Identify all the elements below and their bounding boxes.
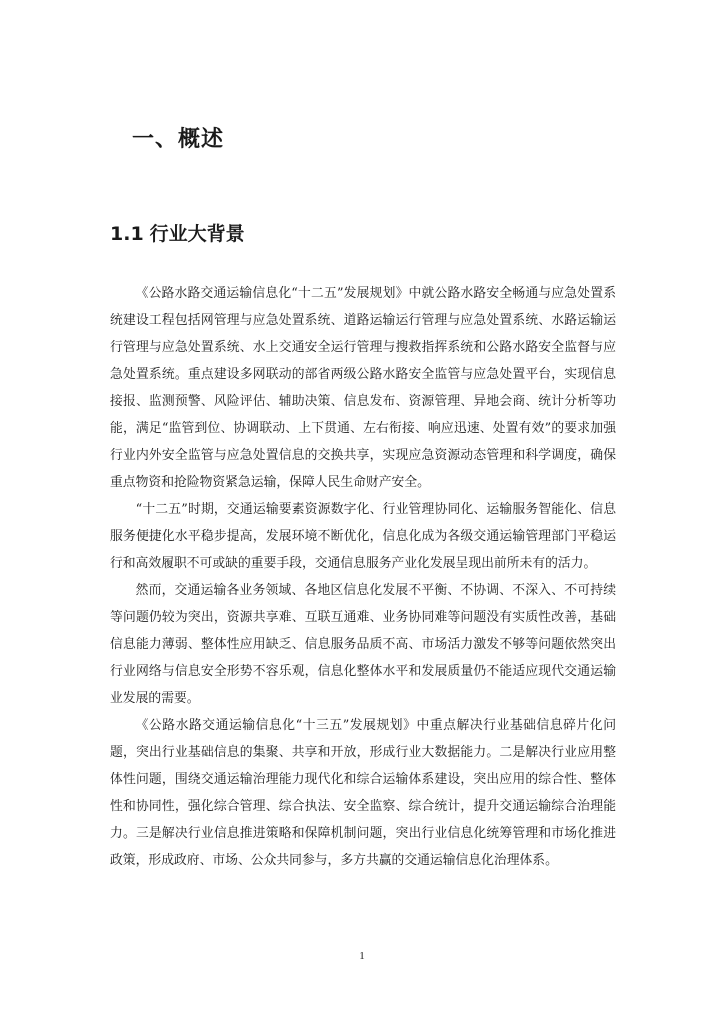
subsection-number: 1.1 bbox=[110, 223, 144, 245]
subsection-title: 行业大背景 bbox=[149, 223, 245, 245]
page-number: 1 bbox=[359, 950, 365, 962]
paragraph: 《公路水路交通运输信息化“十二五”发展规划》中就公路水路安全畅通与应急处置系统建设工程包括网管理与应急处置系统、道路运输运行管理与应急处置系统、水路运输运行管理与应急处置系统、水上交通安全运行管理与搜救指挥系统和公路水路安全监督与应急处置系统。重点建设多网联动的部省两级公路水路安全监管与应急处置平台，实现信息接报、监测预警、风险评估、辅助决策、信息发布、资源管理、异地会商、统计分析等功能，满足“监管到位、协调联动、上下贯通、左右衔接、响应迅速、处置有效”的要求加强行业内外安全监管与应急处置信息的交换共享，实现应急资源动态管理和科学调度，确保重点物资和抢险物资紧急运输，保障人民生命财产安全。 bbox=[110, 286, 616, 490]
section-heading: 一、概述 bbox=[132, 127, 225, 152]
paragraph: 《公路水路交通运输信息化“十三五”发展规划》中重点解决行业基础信息碎片化问题，突出行业基础信息的集聚、共享和开放，形成行业大数据能力。二是解决行业应用整体性问题，围绕交通运输治理能力现代化和综合运输体系建设，突出应用的综合性、整体性和协同性，强化综合管理、综合执法、安全监察、综合统计，提升交通运输综合治理能力。三是解决行业信息推进策略和保障机制问题，突出行业信息化统筹管理和市场化推进政策，形成政府、市场、公众共同参与，多方共赢的交通运输信息化治理体系。 bbox=[110, 718, 616, 868]
paragraph: “十二五”时期，交通运输要素资源数字化、行业管理协同化、运输服务智能化、信息服务便捷化水平稳步提高，发展环境不断优化，信息化成为各级交通运输管理部门平稳运行和高效履职不可或缺的重要手段，交通信息服务产业化发展呈现出前所未有的活力。 bbox=[110, 502, 616, 571]
paragraph: 然而，交通运输各业务领域、各地区信息化发展不平衡、不协调、不深入、不可持续等问题仍较为突出，资源共享难、互联互通难、业务协同难等问题没有实质性改善，基础信息能力薄弱、整体性应用缺乏、信息服务品质不高、市场活力激发不够等问题依然突出行业网络与信息安全形势不容乐观，信息化整体水平和发展质量仍不能适应现代交通运输业发展的需要。 bbox=[110, 583, 616, 706]
subsection-heading bbox=[110, 219, 245, 246]
body-text bbox=[110, 280, 616, 874]
